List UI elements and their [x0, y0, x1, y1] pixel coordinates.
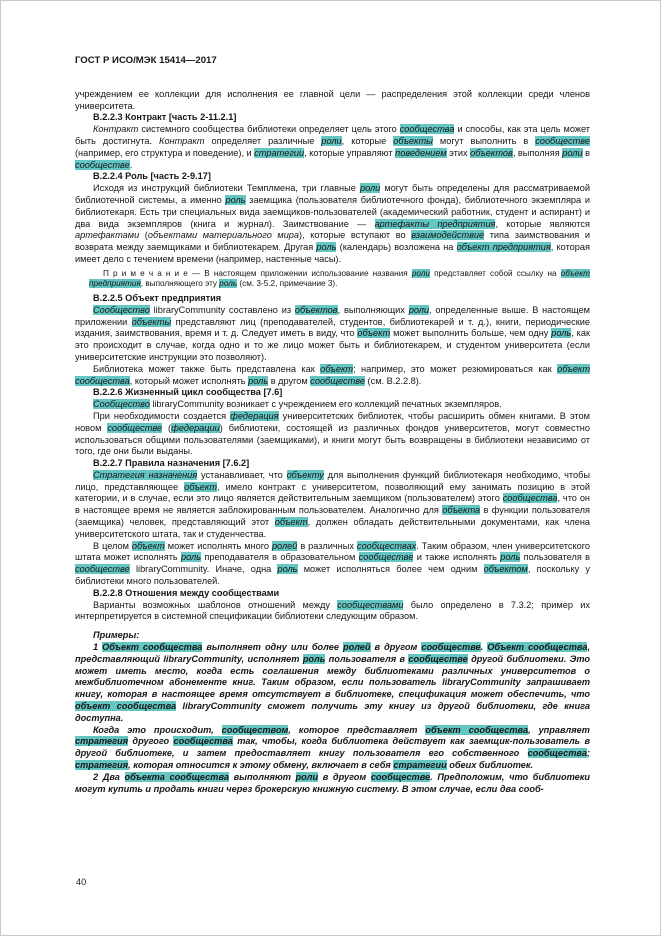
- text-run: ) библиотеки, состоящей из различных фондов университетов, могут совместно использоваться общими пользователями (заемщиками), и книги могут быть возвращены в библиотеки независимо от того, где они были выданы.: [75, 422, 590, 457]
- text-run: типа заимствования и возврата между заемщиками и библиотекарем. Другая: [75, 230, 590, 253]
- text-run: В целом: [93, 540, 132, 551]
- text-run: , которая относится к этому обмену, включает в себя: [128, 760, 394, 771]
- text-run: libraryCommunity. Иначе, одна: [129, 564, 278, 575]
- body-paragraph: [75, 89, 590, 113]
- highlighted-term: сообществах: [356, 540, 417, 551]
- highlighted-term: Объект сообщества: [487, 642, 588, 653]
- highlighted-term: сообществе: [421, 642, 481, 653]
- text-run: может исполняться более чем одним: [297, 564, 484, 575]
- text-run: , которая имеет дело с течением времени (например, настенные часы).: [75, 242, 590, 264]
- highlighted-term: роли: [411, 268, 430, 278]
- highlighted-term: объект сообщества: [75, 363, 590, 386]
- body-paragraph: [75, 124, 590, 171]
- section-heading: [75, 458, 590, 470]
- highlighted-term: ролей: [271, 540, 298, 551]
- text-run: .: [480, 642, 488, 653]
- highlighted-term: сообщества: [173, 736, 233, 747]
- text-run: В.2.2.6 Жизненный цикл сообщества [7.6]: [93, 387, 283, 398]
- text-run: В.2.2.8 Отношения между сообществами: [93, 587, 280, 598]
- text-run: , имело контракт с университетом, позволяющий ему занимать позицию в этой категории, и в случае, если это лицо является действительным заемщиком (пользователем) этого: [75, 481, 591, 504]
- text-run: (: [139, 230, 148, 241]
- text-run: в другом: [268, 375, 311, 386]
- body-paragraph: [75, 364, 590, 388]
- note-paragraph: [89, 269, 590, 290]
- text-run: . Предположим, что библиотеки могут купить и продать книги через брокерскую книжную систему. В этом случае, если два сооб-: [75, 771, 590, 794]
- text-run: университетских библиотек, чтобы расширить обмен книгами. В этом новом: [75, 410, 590, 433]
- highlighted-term: роль: [181, 552, 202, 563]
- text-run: пользователя в: [325, 653, 409, 664]
- highlighted-term: роль: [551, 328, 572, 339]
- text-run: , который может исполнять: [129, 375, 249, 386]
- text-run: П р и м е ч а н и е — В настоящем приложении использование названия: [103, 268, 412, 278]
- highlighted-term: сообществе: [358, 552, 414, 563]
- highlighted-term: сообществе: [107, 422, 163, 433]
- text-run: для выполнения функций библиотекаря необходимо, чтобы лицо, представляющее: [75, 469, 590, 492]
- text-run: , которые управляют: [304, 147, 396, 158]
- highlighted-term: объекта: [442, 505, 481, 516]
- text-run: другого: [128, 736, 174, 747]
- highlighted-term: объект: [274, 517, 308, 528]
- text-run: другой библиотеки. Это может иметь место, когда есть соглашения между библиотеками различных университетов о межбиблиотечном абонементе книг. Таким образом, если пользователь libraryCommunity запрашивает книгу, которая в настоящее время отсутствует в библиотеке, спецификация может обеспечить, что: [75, 653, 590, 700]
- text-run: libraryCommunity составлено из: [149, 304, 295, 315]
- text-run: заемщика (пользователя библиотечного фонда), библиотечного экземпляра и библиотекаря. Есть три специальных вида заемщиков-пользователей (академический работник, студент и аспирант) и два вида экземпляров (книга и журнал). Заимствование —: [75, 194, 590, 229]
- highlighted-term: стратегия: [75, 760, 129, 771]
- text-run: , должен обладать действительными документами, как члена университетского штата, так и студенчества.: [75, 517, 590, 539]
- highlighted-term: объект предприятия: [89, 268, 590, 289]
- text-run: было определено в 7.3.2; пример их интерпретируется в системной спецификации библиотеки следующим образом.: [75, 599, 590, 622]
- text-run: Варианты возможных шаблонов отношений между: [93, 599, 338, 610]
- highlighted-term: сообществе: [310, 375, 365, 386]
- text-run: обеих библиотек.: [446, 760, 534, 771]
- text-run: преподавателя в образовательном: [201, 552, 359, 563]
- text-run: libraryCommunity возникает с учреждением его коллекций печатных экземпляров.: [149, 399, 502, 410]
- text-run: ; например, это может резюмироваться как: [353, 363, 558, 374]
- text-run: (см. 3-5.2, примечание 3).: [237, 279, 338, 289]
- highlighted-term: сообщества: [399, 124, 455, 135]
- highlighted-term: объектов: [294, 304, 338, 315]
- text-run: libraryCommunity сможет получить эту книгу из другой библиотеки, где книга доступна.: [75, 701, 590, 723]
- page-number: 40: [76, 877, 87, 888]
- text-run: . Таким образом, член университетского штата может исполнять: [75, 540, 590, 563]
- highlighted-term: роль: [248, 375, 269, 386]
- text-run: (см. В.2.2.8).: [365, 375, 422, 386]
- highlighted-term: стратегия: [75, 736, 129, 747]
- text-run: , как это происходит в случае, когда одно и то же лицо может быть и библиотекарем, и студентом университета (если университетские инструкции это позволяют).: [75, 328, 590, 362]
- text-run: В.2.2.4 Роль [часть 2-9.17]: [93, 171, 211, 182]
- highlighted-term: роль: [225, 194, 246, 205]
- text-run: Исходя из инструкций библиотеки Темплмена, три главные: [93, 183, 360, 194]
- text-run: 1: [93, 642, 103, 653]
- highlighted-term: сообщества: [527, 748, 587, 759]
- highlighted-term: сообществе: [370, 771, 431, 782]
- highlighted-term: объект: [184, 481, 218, 492]
- text-run: артефактами: [75, 230, 140, 241]
- text-run: (например, его структура и поведение), и: [75, 147, 255, 158]
- highlighted-term: объекту: [286, 469, 324, 480]
- body-paragraph: [75, 305, 590, 364]
- text-run: , представляющий libraryCommunity, исполняет: [75, 642, 591, 664]
- text-run: , выполняющих: [337, 304, 409, 315]
- text-run: пользователя в: [520, 552, 590, 563]
- section-heading: [75, 588, 590, 600]
- body-paragraph: [75, 541, 590, 588]
- highlighted-term: сообществом: [221, 724, 289, 735]
- highlighted-term: объекты: [393, 135, 433, 146]
- highlighted-term: роли: [359, 183, 381, 194]
- text-run: представляют лиц (преподавателей, студентов, библиотекарей и т. д.), книги, периодические издания, заимствования, время и т. д. Следует иметь в виду, что: [75, 316, 591, 339]
- highlighted-term: роли: [321, 135, 342, 146]
- highlighted-term: роли: [295, 771, 319, 782]
- text-run: Контракт: [93, 124, 139, 135]
- text-run: Примеры:: [93, 630, 140, 641]
- highlighted-term: Сообщество: [93, 304, 150, 315]
- highlighted-term: роль: [277, 564, 298, 575]
- highlighted-term: стратегии: [254, 147, 305, 158]
- text-run: представляет собой ссылку на: [429, 268, 561, 278]
- highlighted-term: поведением: [395, 147, 447, 158]
- body-paragraph: [75, 399, 590, 411]
- highlighted-term: Стратегия назначения: [93, 469, 198, 480]
- text-run: , поскольку у библиотеки много пользователей.: [75, 564, 590, 587]
- text-run: в другом: [318, 771, 371, 782]
- highlighted-term: сообществе: [75, 159, 130, 170]
- text-run: в: [582, 147, 591, 158]
- text-run: может выполнить больше, чем одну: [390, 328, 552, 339]
- text-run: объектами материального мира: [147, 230, 300, 241]
- document-footer: [76, 877, 86, 889]
- highlighted-term: ролей: [342, 642, 371, 653]
- highlighted-term: роль: [219, 279, 238, 289]
- highlighted-term: сообществе: [75, 564, 130, 575]
- section-heading: [75, 293, 590, 305]
- highlighted-term: Сообщество: [93, 399, 150, 410]
- highlighted-term: объект сообщества: [75, 701, 177, 712]
- document-header: [75, 55, 590, 67]
- section-heading: [75, 171, 590, 183]
- highlighted-term: сообществе: [535, 135, 590, 146]
- highlighted-term: объектов: [470, 147, 513, 158]
- text-run: При необходимости создается: [93, 410, 231, 421]
- text-run: и также исполнять: [413, 552, 501, 563]
- text-run: В.2.2.5 Объект предприятия: [93, 292, 222, 303]
- text-run: 2 Два: [93, 771, 125, 782]
- highlighted-term: объект: [131, 540, 165, 551]
- section-heading: [75, 112, 590, 124]
- text-run: Библиотека может также быть представлена как: [93, 363, 321, 374]
- text-run: , которое представляет: [288, 724, 426, 735]
- text-run: этих: [446, 147, 471, 158]
- body-paragraph: [75, 600, 590, 624]
- text-run: может исполнять много: [164, 540, 272, 551]
- text-run: Когда это происходит,: [93, 724, 222, 735]
- text-run: выполняют: [228, 771, 296, 782]
- text-run: ), которые вступают во: [299, 230, 412, 241]
- section-heading: [75, 387, 590, 399]
- example-paragraph: [75, 772, 590, 796]
- text-run: , что он в настоящее время не является заблокированным пользователем. Аналогично для: [75, 493, 591, 516]
- examples-label: [75, 630, 590, 642]
- highlighted-term: роль: [316, 242, 337, 253]
- text-run: В.2.2.7 Правила назначения [7.6.2]: [93, 458, 250, 469]
- text-run: , выполняя: [512, 147, 563, 158]
- highlighted-term: объект предприятия: [456, 242, 551, 253]
- body-paragraph: [75, 470, 590, 541]
- text-run: ;: [586, 748, 590, 759]
- text-run: , управляет: [528, 724, 590, 735]
- text-run: , выполняющего эту: [140, 279, 220, 289]
- standard-number: ГОСТ Р ИСО/МЭК 15414—2017: [75, 55, 217, 66]
- text-run: учреждением ее коллекции для исполнения ее главной цели — распределения этой коллекции среди членов университета.: [75, 88, 590, 111]
- example-paragraph: [75, 725, 590, 772]
- text-run: Контракт: [159, 135, 205, 146]
- highlighted-term: взаимодействие: [411, 230, 485, 241]
- text-run: определяет различные: [204, 135, 322, 146]
- text-run: , которые: [341, 135, 394, 146]
- text-run: в различных: [297, 540, 357, 551]
- text-run: устанавливает, что: [197, 469, 287, 480]
- highlighted-term: объект: [357, 328, 391, 339]
- highlighted-term: объекта сообщества: [124, 771, 229, 782]
- body-paragraph: [75, 411, 590, 458]
- highlighted-term: сообщества: [502, 493, 558, 504]
- highlighted-term: Объект сообщества: [102, 642, 203, 653]
- text-run: (: [162, 422, 172, 433]
- highlighted-term: роль: [302, 653, 326, 664]
- highlighted-term: федерации: [171, 422, 220, 433]
- body-paragraph: [75, 183, 590, 266]
- text-run: .: [129, 159, 133, 170]
- text-run: в другом: [370, 642, 422, 653]
- highlighted-term: сообществами: [337, 599, 404, 610]
- text-run: могут выполнить в: [432, 135, 536, 146]
- highlighted-term: сообществе: [408, 653, 468, 664]
- text-run: (календарь) возложена на: [336, 242, 457, 253]
- highlighted-term: объекты: [131, 316, 172, 327]
- highlighted-term: объект: [320, 363, 354, 374]
- text-run: и способы, как эта цель может быть достигнута.: [75, 124, 590, 146]
- document-body: [75, 89, 590, 796]
- text-run: , определенные выше. В настоящем приложении: [75, 304, 590, 327]
- text-run: , которые являются: [495, 218, 590, 229]
- example-paragraph: [75, 642, 590, 725]
- highlighted-term: объект сообщества: [425, 724, 529, 735]
- text-run: в функции пользователя (заемщика) человек, представляющий этот: [75, 505, 590, 528]
- highlighted-term: артефакты предприятия: [374, 218, 496, 229]
- highlighted-term: федерация: [230, 410, 279, 421]
- highlighted-term: роли: [408, 304, 430, 315]
- text-run: В.2.2.3 Контракт [часть 2-11.2.1]: [93, 112, 237, 123]
- highlighted-term: стратегии: [393, 760, 447, 771]
- highlighted-term: объектом: [483, 564, 528, 575]
- highlighted-term: роли: [562, 147, 583, 158]
- highlighted-term: роль: [500, 552, 521, 563]
- text-run: могут быть определены для рассматриваемой библиотечной системы, а именно: [75, 183, 590, 205]
- text-run: так, чтобы, когда библиотека действует как заемщик-пользователь в другой библиотеке, и затем предоставляет книгу пользователя его собственного: [75, 736, 590, 759]
- text-run: системного сообщества библиотеки определяет цель этого: [138, 124, 400, 135]
- text-run: выполняет одну или более: [202, 642, 343, 653]
